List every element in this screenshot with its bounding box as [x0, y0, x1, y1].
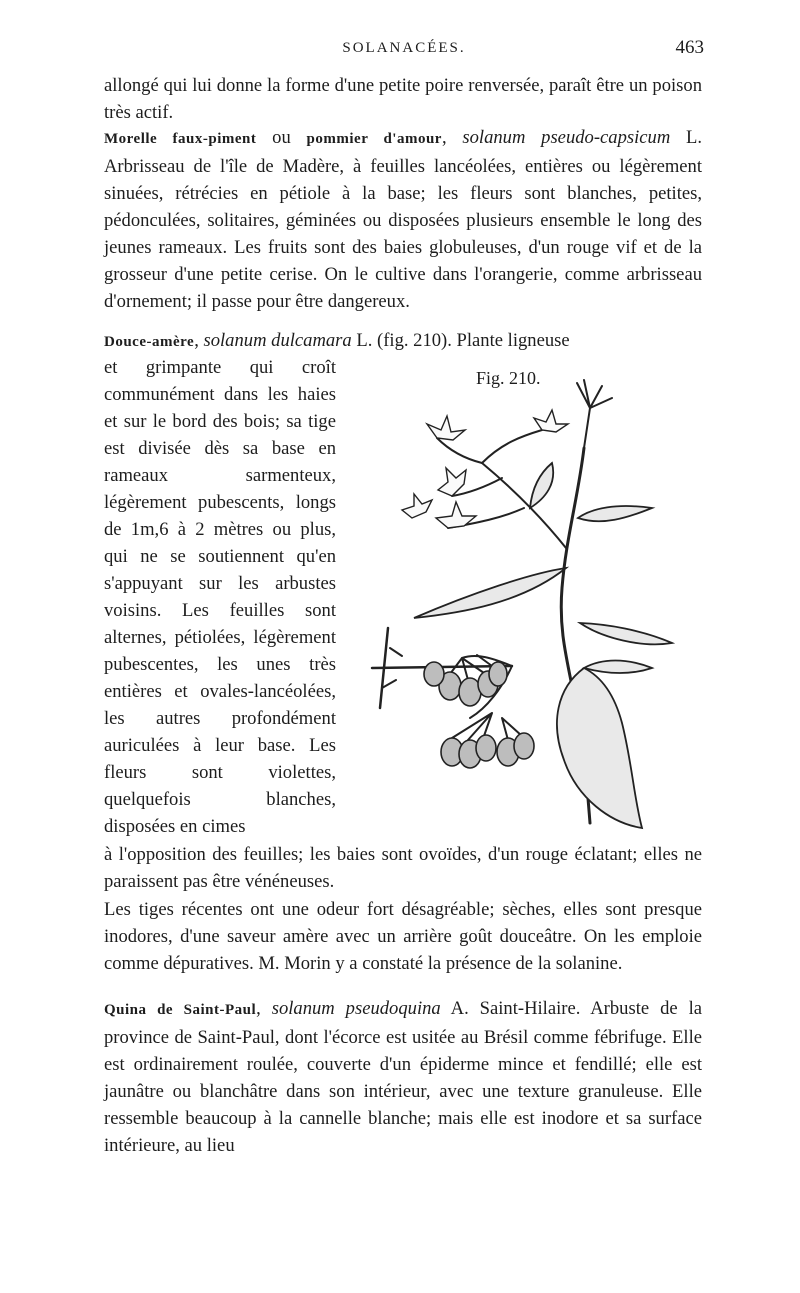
page-number: 463 [675, 37, 704, 58]
entry-heading: Morelle faux-piment [104, 131, 257, 147]
latin-name: solanum pseudo-capsicum [462, 127, 671, 148]
entry-text-column: et grimpante qui croît communément dans les haies et sur le bord des bois; sa tige est divisée dès sa base en rameaux sarmenteux, légèrement pubescents, longs de 1m,6 à 2 mètres ou plus, qui ne se soutiennent qu'en s'appuyant sur les arbustes voisins. Les feuilles sont alternes, pétiolées, légèrement pubescentes, les unes très entières et ovales-lancéolées, les autres profondément auriculées à leur base. Les fleurs sont violettes, quelquefois blanches, disposées en cimes [104, 357, 336, 837]
entry-heading: Quina de Saint-Paul [104, 1002, 257, 1018]
running-title: SOLANACÉES. [342, 40, 466, 56]
entry-text-top: L. (fig. 210). Plante ligneuse [351, 330, 570, 351]
entry-heading: Douce-amère [104, 334, 195, 350]
entry-separator: , [256, 998, 272, 1019]
entry-heading-alt: pommier d'amour [306, 131, 442, 147]
entry-connector: ou [256, 127, 307, 148]
entry-separator: , [441, 127, 463, 148]
latin-name: solanum pseudoquina [271, 998, 441, 1019]
entry-morelle-faux-piment [104, 124, 702, 315]
entry-separator: , [194, 330, 204, 351]
paragraph-text: Les tiges récentes ont une odeur fort désagréable; sèches, elles sont presque inodores, d'une saveur amère avec un arrière goût douceâtre. On les emploie comme dépuratives. M. Morin y a constaté la présence de la solanine. [104, 899, 702, 974]
latin-name: solanum dulcamara [203, 330, 352, 351]
entry-quina-saint-paul [104, 995, 702, 1159]
figure-label: Fig. 210. [476, 368, 541, 388]
paragraph-text: allongé qui lui donne la forme d'une petite poire renversée, paraît être un poison très actif. [104, 75, 702, 123]
entry-text: L. Arbrisseau de l'île de Madère, à feuilles lancéolées, entières ou légèrement sinuées, rétrécies en pétiole à la base; les fleurs sont blanches, petites, pédonculées, solitaires, géminées ou disposées plusieurs ensemble le long des jeunes rameaux. Les fruits sont des baies globuleuses, d'un rouge vif et de la grosseur d'une petite cerise. On le cultive dans l'orangerie, comme arbrisseau d'ornement; il passe pour être dangereux. [104, 127, 703, 312]
entry-text-bottom: à l'opposition des feuilles; les baies sont ovoïdes, d'un rouge éclatant; elles ne paraissent pas être vénéneuses. [104, 844, 702, 892]
entry-text: A. Saint-Hilaire. Arbuste de la province de Saint-Paul, dont l'écorce est usitée au Brésil comme fébrifuge. Elle est ordinairement roulée, couverte d'un épiderme mince et fendillé; elle est jaunâtre ou blanchâtre dans son intérieur, avec une texture granuleuse. Elle ressemble beaucoup à la cannelle blanche; mais elle est inodore et sa surface intérieure, au lieu [104, 998, 702, 1156]
paragraph-continuation [104, 72, 702, 126]
dulcamara-illustration [352, 368, 704, 836]
entry-douce-amere [104, 327, 702, 356]
page-header [104, 37, 704, 70]
paragraph-tiges [104, 896, 702, 977]
